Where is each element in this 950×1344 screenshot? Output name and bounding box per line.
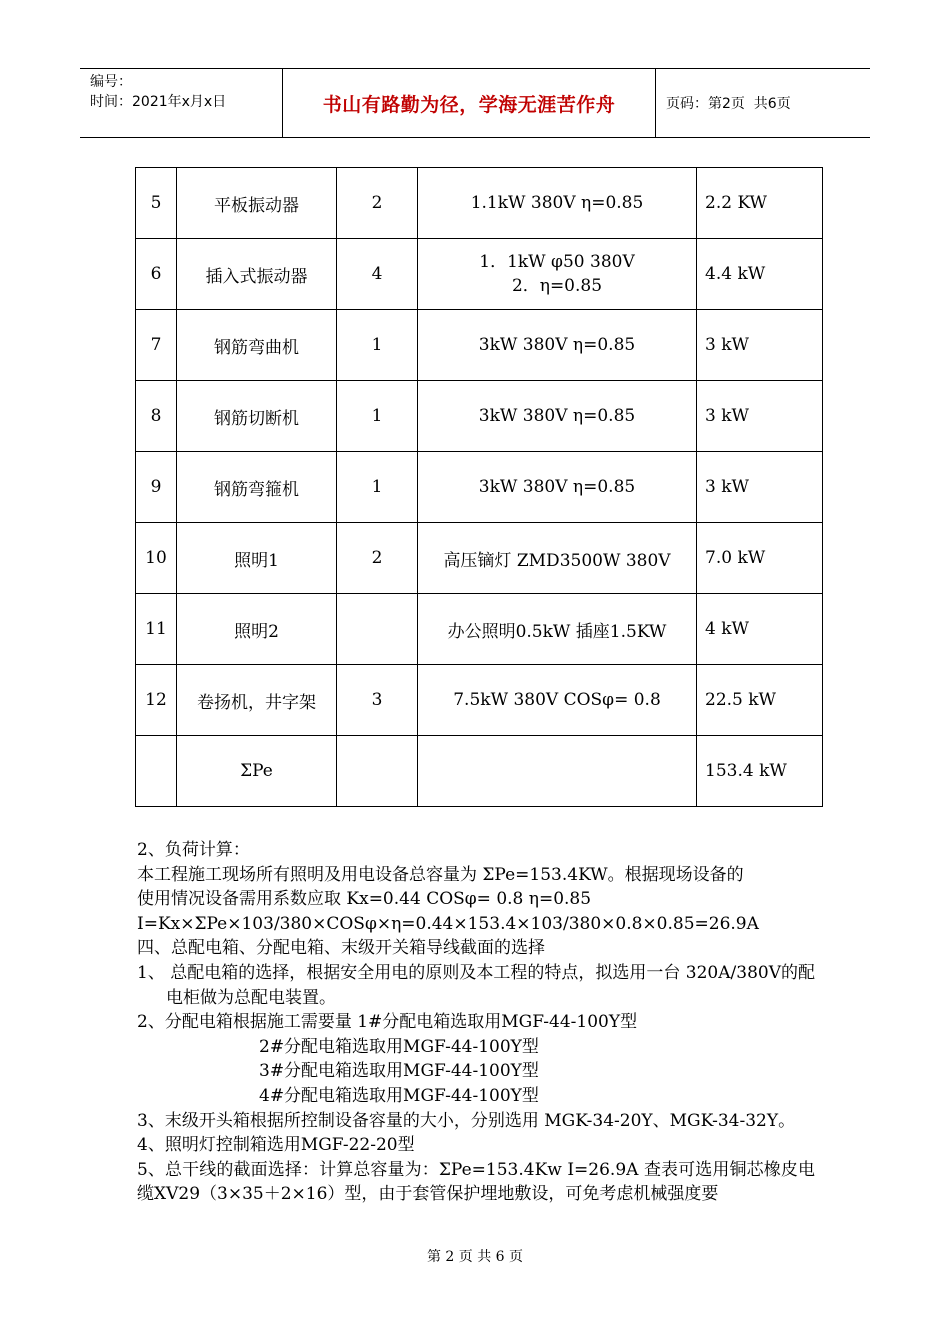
power-cell: 3 kW xyxy=(697,381,823,452)
current-formula: I=Kx×ΣPe×103/380×COSφ×η=0.44×153.4×103/380×0.8×0.85=26.9A xyxy=(137,913,759,934)
spec-line: 1．1kW φ50 380V xyxy=(479,252,635,272)
header-page-info xyxy=(656,69,870,137)
spec-cell: 7.5kW 380V COSφ= 0.8 xyxy=(418,665,697,736)
list-item: 5、总干线的截面选择：计算总容量为：ΣPe=153.4Kw I=26.9A 查表可选用铜芯橡皮电缆XV29（3×35＋2×16）型，由于套管保护埋地敷设，可免考虑机械强度要 xyxy=(137,1159,815,1205)
list-subitem: 3#分配电箱选取用MGF-44-100Y型 xyxy=(259,1061,539,1082)
table-row xyxy=(136,523,823,594)
list-subitem: 2#分配电箱选取用MGF-44-100Y型 xyxy=(259,1036,539,1057)
table-row xyxy=(136,310,823,381)
equipment-name-cell: 插入式振动器 xyxy=(177,239,337,310)
quantity-cell xyxy=(337,594,418,665)
power-cell: 4.4 kW xyxy=(697,239,823,310)
spec-cell: 高压镝灯 ZMD3500W 380V xyxy=(418,523,697,594)
spec-cell: 办公照明0.5kW 插座1.5KW xyxy=(418,594,697,665)
quantity-cell: 1 xyxy=(337,452,418,523)
page-footer: 第 2 页 共 6 页 xyxy=(426,1249,524,1265)
quantity-cell: 2 xyxy=(337,168,418,239)
list-item: 1、 总配电箱的选择，根据安全用电的原则及本工程的特点，拟选用一台 320A/380V的配电柜做为总配电装置。 xyxy=(137,962,815,1008)
equipment-name-cell: 照明1 xyxy=(177,523,337,594)
equipment-name-cell: 钢筋弯曲机 xyxy=(177,310,337,381)
body-line: 使用情况设备需用系数应取 Kx=0.44 COSφ= 0.8 η=0.85 xyxy=(137,889,592,910)
table-row xyxy=(136,168,823,239)
page-header xyxy=(80,68,870,138)
row-number-cell: 8 xyxy=(136,381,177,452)
spec-cell: 3kW 380V η=0.85 xyxy=(418,310,697,381)
header-meta xyxy=(80,69,283,137)
quantity-cell: 2 xyxy=(337,523,418,594)
equipment-name-cell: ΣPe xyxy=(177,736,337,807)
list-item: 4、照明灯控制箱选用MGF-22-20型 xyxy=(137,1135,415,1156)
power-cell: 153.4 kW xyxy=(697,736,823,807)
row-number-cell: 7 xyxy=(136,310,177,381)
row-number-cell: 6 xyxy=(136,239,177,310)
header-page-label: 页码：第2页 共6页 xyxy=(666,96,791,112)
spec-cell: 3kW 380V η=0.85 xyxy=(418,381,697,452)
spec-cell: 1.1kW 380V η=0.85 xyxy=(418,168,697,239)
table-row xyxy=(136,594,823,665)
list-item: 2、分配电箱根据施工需要量 1#分配电箱选取用MGF-44-100Y型 xyxy=(137,1012,638,1033)
list-subitem: 4#分配电箱选取用MGF-44-100Y型 xyxy=(259,1085,539,1106)
row-number-cell: 5 xyxy=(136,168,177,239)
table-row xyxy=(136,452,823,523)
row-number-cell: 9 xyxy=(136,452,177,523)
spec-cell xyxy=(418,239,697,310)
quantity-cell: 1 xyxy=(337,381,418,452)
section-four-heading: 四、总配电箱、分配电箱、末级开关箱导线截面的选择 xyxy=(137,938,545,959)
document-date-label: 时间：2021年x月x日 xyxy=(90,94,227,110)
quantity-cell: 1 xyxy=(337,310,418,381)
body-line: 本工程施工现场所有照明及用电设备总容量为 ΣPe=153.4KW。根据现场设备的 xyxy=(137,864,744,885)
table-row xyxy=(136,736,823,807)
power-cell: 22.5 kW xyxy=(697,665,823,736)
power-cell: 4 kW xyxy=(697,594,823,665)
table-row xyxy=(136,665,823,736)
equipment-name-cell: 钢筋弯箍机 xyxy=(177,452,337,523)
power-cell: 3 kW xyxy=(697,452,823,523)
power-cell: 3 kW xyxy=(697,310,823,381)
list-item: 3、末级开头箱根据所控制设备容量的大小，分别选用 MGK-34-20Y、MGK-34-32Y。 xyxy=(137,1110,796,1131)
document-body xyxy=(137,838,815,1207)
quantity-cell: 3 xyxy=(337,665,418,736)
spec-cell: 3kW 380V η=0.85 xyxy=(418,452,697,523)
power-cell: 7.0 kW xyxy=(697,523,823,594)
row-number-cell: 10 xyxy=(136,523,177,594)
equipment-name-cell: 钢筋切断机 xyxy=(177,381,337,452)
row-number-cell: 12 xyxy=(136,665,177,736)
document-number-label: 编号： xyxy=(90,74,132,90)
section-load-calc-heading: 2、负荷计算： xyxy=(137,840,250,860)
equipment-table xyxy=(135,167,823,807)
header-motto: 书山有路勤为径，学海无涯苦作舟 xyxy=(283,69,656,137)
table-row xyxy=(136,239,823,310)
table-row xyxy=(136,381,823,452)
equipment-name-cell: 卷扬机，井字架 xyxy=(177,665,337,736)
quantity-cell xyxy=(337,736,418,807)
row-number-cell: 11 xyxy=(136,594,177,665)
spec-line: 2．η=0.85 xyxy=(511,276,603,296)
row-number-cell xyxy=(136,736,177,807)
spec-cell xyxy=(418,736,697,807)
power-cell: 2.2 KW xyxy=(697,168,823,239)
quantity-cell: 4 xyxy=(337,239,418,310)
equipment-name-cell: 照明2 xyxy=(177,594,337,665)
equipment-name-cell: 平板振动器 xyxy=(177,168,337,239)
